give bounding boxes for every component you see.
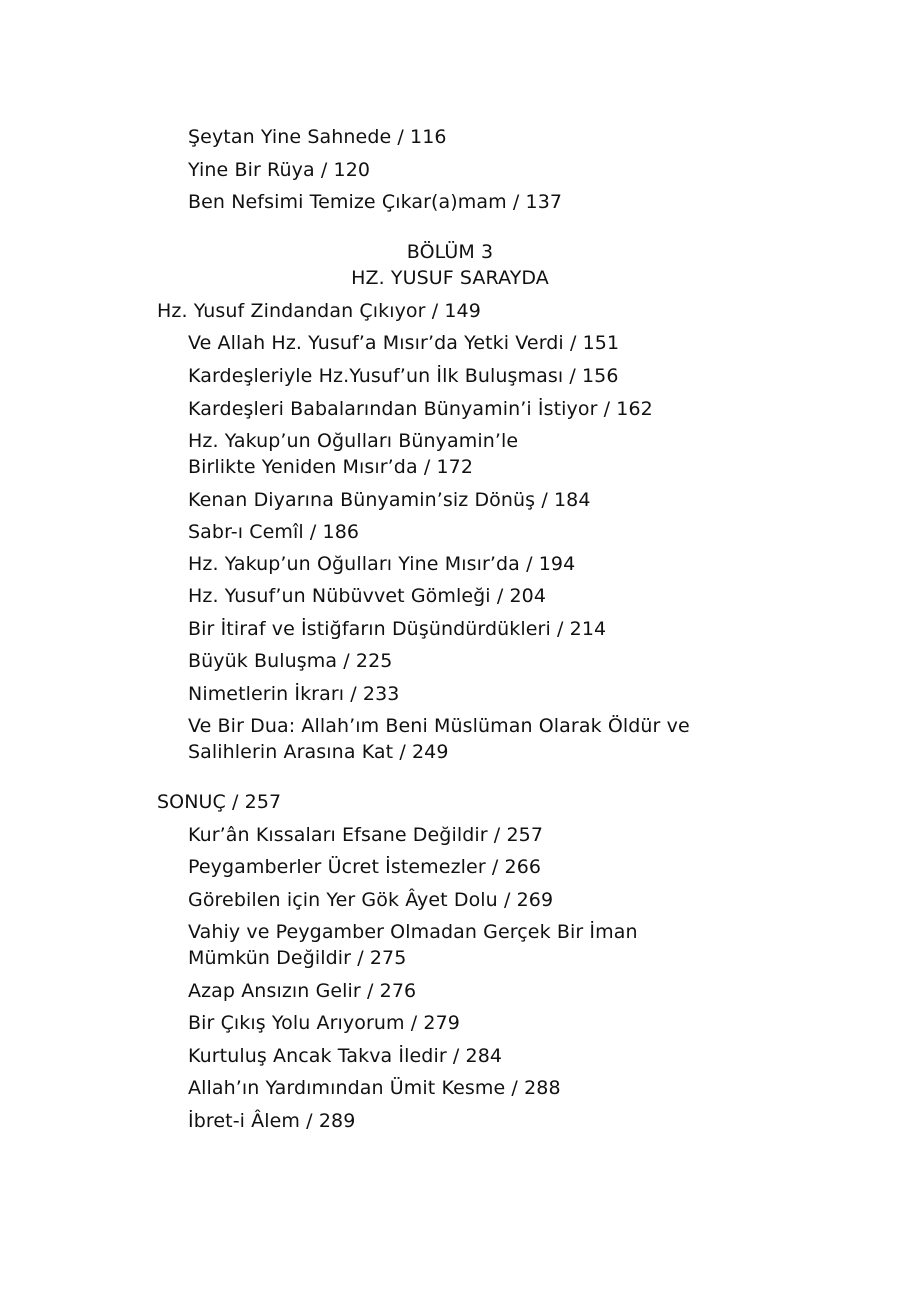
section-label: BÖLÜM 3 [406, 241, 494, 263]
toc-entry: İbret-i Âlem / 289 [188, 1110, 356, 1132]
toc-entry: Kur’ân Kıssaları Efsane Değildir / 257 [188, 824, 544, 846]
toc-entry: Hz. Yakup’un Oğulları Yine Mısır’da / 194 [188, 553, 576, 575]
toc-entry: Ve Allah Hz. Yusuf’a Mısır’da Yetki Verdi / 151 [188, 332, 620, 354]
toc-entry: Vahiy ve Peygamber Olmadan Gerçek Bir İman [188, 921, 638, 943]
toc-chapter: SONUÇ / 257 [157, 791, 282, 813]
toc-chapter: Hz. Yusuf Zindandan Çıkıyor / 149 [157, 300, 481, 322]
toc-entry: Kenan Diyarına Bünyamin’siz Dönüş / 184 [188, 489, 591, 511]
section-title: HZ. YUSUF SARAYDA [351, 267, 549, 289]
toc-entry: Sabr-ı Cemîl / 186 [188, 521, 360, 543]
toc-entry: Ben Nefsimi Temize Çıkar(a)mam / 137 [188, 191, 563, 213]
toc-entry: Ve Bir Dua: Allah’ım Beni Müslüman Olarak Öldür ve [188, 715, 690, 737]
toc-entry-continued: Birlikte Yeniden Mısır’da / 172 [188, 456, 474, 478]
toc-entry: Azap Ansızın Gelir / 276 [188, 980, 417, 1002]
toc-entry: Kurtuluş Ancak Takva İledir / 284 [188, 1045, 503, 1067]
toc-entry: Kardeşleri Babalarından Bünyamin’i İstiyor / 162 [188, 398, 653, 420]
toc-entry: Kardeşleriyle Hz.Yusuf’un İlk Buluşması / 156 [188, 365, 619, 387]
toc-entry-continued: Salihlerin Arasına Kat / 249 [188, 741, 449, 763]
toc-entry: Nimetlerin İkrarı / 233 [188, 683, 400, 705]
toc-entry: Şeytan Yine Sahnede / 116 [188, 126, 447, 148]
toc-entry: Peygamberler Ücret İstemezler / 266 [188, 856, 542, 878]
toc-entry: Bir Çıkış Yolu Arıyorum / 279 [188, 1012, 460, 1034]
toc-entry: Bir İtiraf ve İstiğfarın Düşündürdükleri / 214 [188, 618, 607, 640]
toc-entry: Yine Bir Rüya / 120 [188, 159, 371, 181]
toc-entry: Allah’ın Yardımından Ümit Kesme / 288 [188, 1077, 561, 1099]
toc-entry: Hz. Yusuf’un Nübüvvet Gömleği / 204 [188, 585, 547, 607]
toc-entry: Büyük Buluşma / 225 [188, 650, 393, 672]
toc-entry: Hz. Yakup’un Oğulları Bünyamin’le [188, 430, 519, 452]
toc-entry: Görebilen için Yer Gök Âyet Dolu / 269 [188, 889, 554, 911]
toc-entry-continued: Mümkün Değildir / 275 [188, 947, 407, 969]
